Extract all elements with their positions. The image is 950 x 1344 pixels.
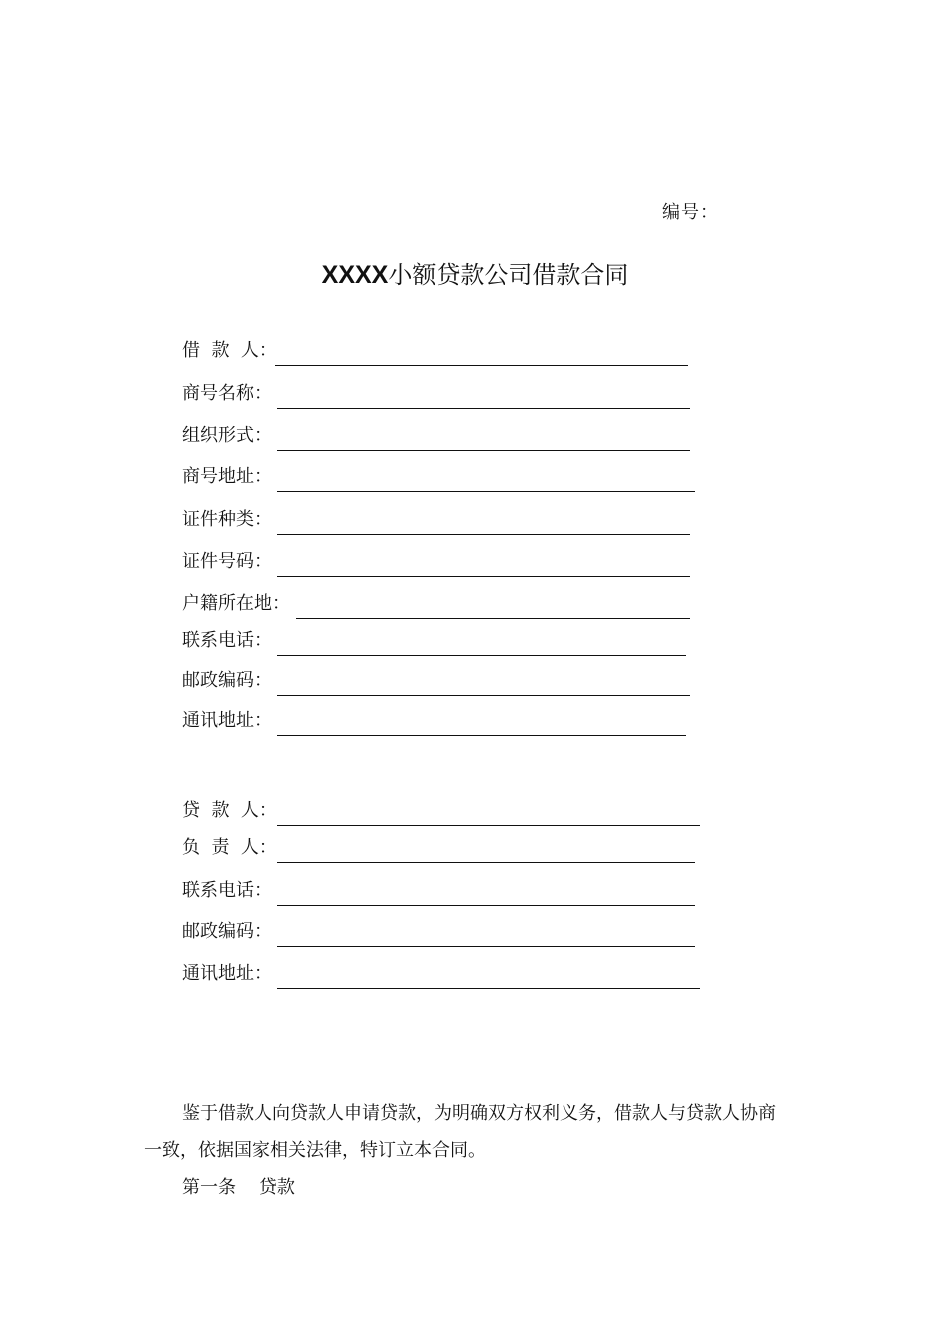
title-code: XXXX xyxy=(321,261,389,289)
id-type-label: 证件种类： xyxy=(182,509,272,530)
trade-address-label: 商号地址： xyxy=(182,466,272,487)
borrower-address-label: 通讯地址： xyxy=(182,710,272,731)
trade-name-label: 商号名称： xyxy=(182,383,272,404)
id-number-blank[interactable] xyxy=(277,576,690,577)
intro-paragraph-line1: 鉴于借款人向贷款人申请贷款，为明确双方权利义务，借款人与贷款人协商 xyxy=(182,1103,776,1124)
borrower-phone-blank[interactable] xyxy=(277,655,686,656)
trade-name-blank[interactable] xyxy=(277,408,690,409)
lender-phone-blank[interactable] xyxy=(277,905,695,906)
lender-name-label: 贷 款 人： xyxy=(182,800,277,821)
lender-name-blank[interactable] xyxy=(277,825,700,826)
contract-number-label: 编号： xyxy=(662,202,719,223)
household-registration-label: 户籍所在地： xyxy=(182,593,290,614)
page-title xyxy=(0,255,950,290)
borrower-postcode-label: 邮政编码： xyxy=(182,670,272,691)
organization-form-label: 组织形式： xyxy=(182,425,272,446)
trade-address-blank[interactable] xyxy=(277,491,695,492)
borrower-name-blank[interactable] xyxy=(275,365,688,366)
borrower-address-blank[interactable] xyxy=(277,735,686,736)
intro-paragraph-line2: 一致，依据国家相关法律，特订立本合同。 xyxy=(144,1140,486,1161)
borrower-name-label: 借 款 人： xyxy=(182,340,277,361)
responsible-person-blank[interactable] xyxy=(277,862,695,863)
lender-postcode-label: 邮政编码： xyxy=(182,921,272,942)
id-type-blank[interactable] xyxy=(277,534,690,535)
lender-address-blank[interactable] xyxy=(277,988,700,989)
responsible-person-label: 负 责 人： xyxy=(182,837,277,858)
borrower-postcode-blank[interactable] xyxy=(277,695,690,696)
title-name: 小额贷款公司借款合同 xyxy=(388,261,629,289)
id-number-label: 证件号码： xyxy=(182,551,272,572)
lender-address-label: 通讯地址： xyxy=(182,963,272,984)
article-1-heading: 第一条 贷款 xyxy=(182,1177,295,1198)
borrower-phone-label: 联系电话： xyxy=(182,630,272,651)
lender-postcode-blank[interactable] xyxy=(277,946,695,947)
organization-form-blank[interactable] xyxy=(277,450,690,451)
lender-phone-label: 联系电话： xyxy=(182,880,272,901)
household-registration-blank[interactable] xyxy=(296,618,690,619)
